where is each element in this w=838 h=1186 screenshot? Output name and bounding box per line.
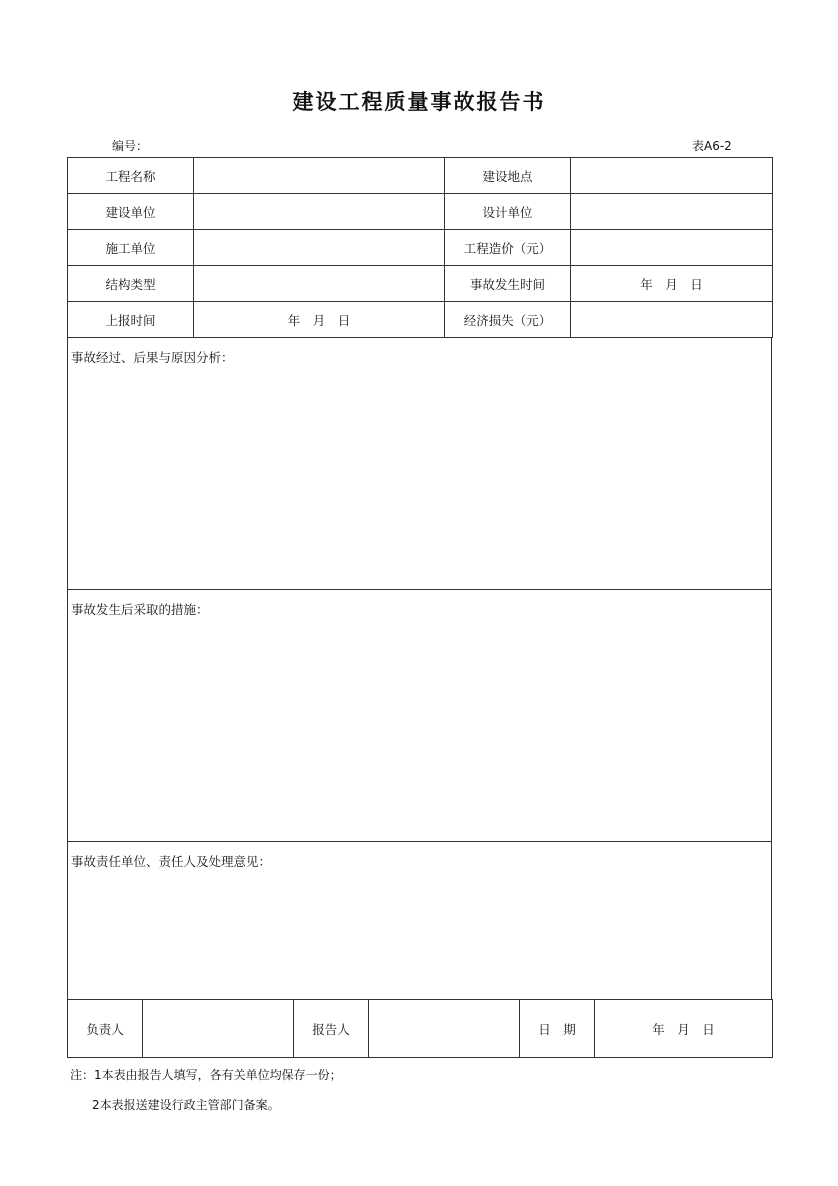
economic-loss-label: 经济损失（元） — [445, 302, 571, 338]
person-in-charge-label: 负责人 — [68, 1000, 143, 1058]
date-field[interactable]: 年 月 日 — [595, 1000, 773, 1058]
responsibility-section[interactable] — [67, 842, 772, 1000]
info-table — [67, 157, 773, 338]
contractor-field[interactable] — [194, 230, 445, 266]
structure-type-field[interactable] — [194, 266, 445, 302]
owner-label: 建设单位 — [68, 194, 194, 230]
table-row — [68, 230, 773, 266]
analysis-label: 事故经过、后果与原因分析： — [71, 350, 234, 365]
accident-time-label: 事故发生时间 — [445, 266, 571, 302]
report-time-field[interactable]: 年 月 日 — [194, 302, 445, 338]
note-1: 注：1本表由报告人填写，各有关单位均保存一份； — [70, 1068, 342, 1082]
serial-number-label: 编号： — [112, 139, 149, 153]
responsibility-label: 事故责任单位、责任人及处理意见： — [71, 854, 272, 869]
table-row — [68, 266, 773, 302]
project-name-label: 工程名称 — [68, 158, 194, 194]
designer-label: 设计单位 — [445, 194, 571, 230]
accident-time-field[interactable]: 年 月 日 — [571, 266, 773, 302]
reporter-label: 报告人 — [294, 1000, 369, 1058]
measures-section[interactable] — [67, 590, 772, 842]
table-row — [68, 158, 773, 194]
designer-field[interactable] — [571, 194, 773, 230]
analysis-section[interactable] — [67, 338, 772, 590]
report-time-label: 上报时间 — [68, 302, 194, 338]
contractor-label: 施工单位 — [68, 230, 194, 266]
cost-label: 工程造价（元） — [445, 230, 571, 266]
signature-table — [67, 999, 773, 1058]
table-row — [68, 194, 773, 230]
form-code: 表A6-2 — [692, 139, 732, 153]
location-label: 建设地点 — [445, 158, 571, 194]
table-row — [68, 1000, 773, 1058]
measures-label: 事故发生后采取的措施： — [71, 602, 209, 617]
location-field[interactable] — [571, 158, 773, 194]
economic-loss-field[interactable] — [571, 302, 773, 338]
table-row — [68, 302, 773, 338]
reporter-field[interactable] — [369, 1000, 520, 1058]
cost-field[interactable] — [571, 230, 773, 266]
structure-type-label: 结构类型 — [68, 266, 194, 302]
note-2: 2本表报送建设行政主管部门备案。 — [92, 1098, 280, 1112]
person-in-charge-field[interactable] — [143, 1000, 294, 1058]
page-title: 建设工程质量事故报告书 — [292, 90, 546, 114]
owner-field[interactable] — [194, 194, 445, 230]
project-name-field[interactable] — [194, 158, 445, 194]
date-label: 日 期 — [520, 1000, 595, 1058]
